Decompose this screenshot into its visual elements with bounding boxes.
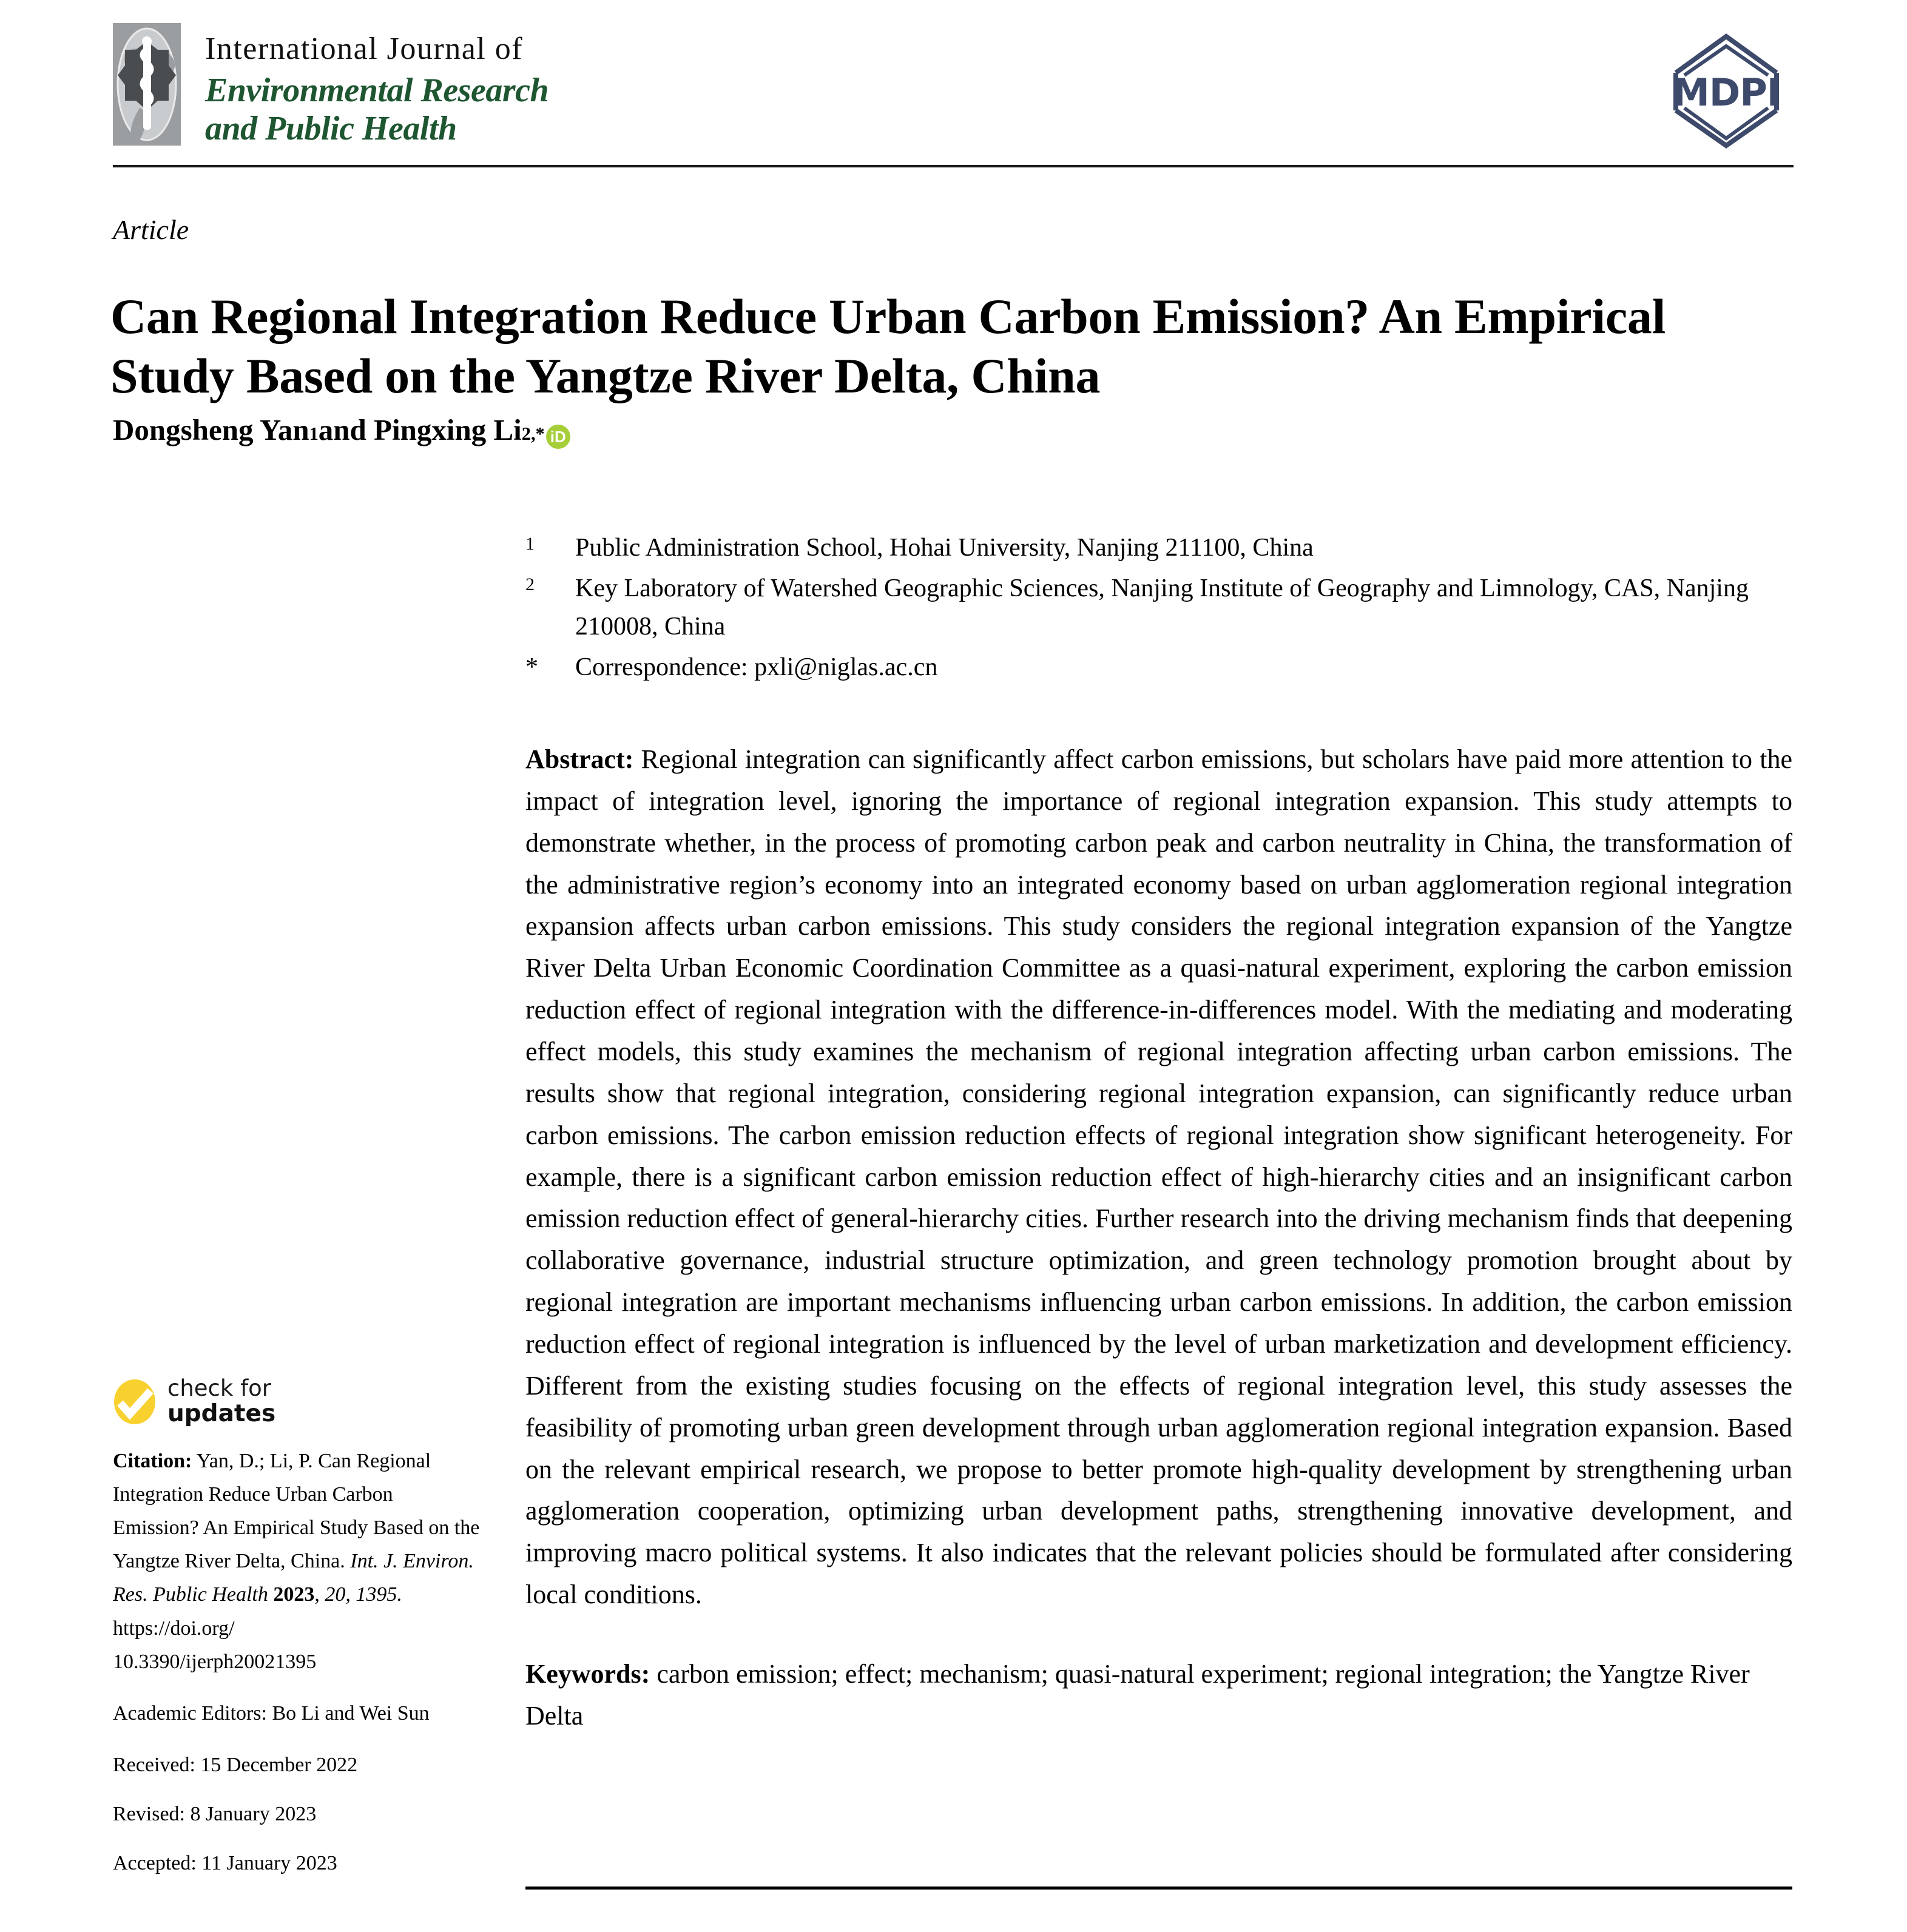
abstract-label: Abstract: xyxy=(525,744,634,774)
affiliation-mark: 1 xyxy=(525,534,535,554)
received-date: Received: 15 December 2022 xyxy=(113,1753,358,1776)
abstract-body: Regional integration can significantly affect carbon emissions, but scholars have paid more attention to the impact of integration level, ignoring the importance of regional integration expansion. This study attempts to demonstrate whether, in the process of promoting carbon peak and carbon neutrality in China, the transformation of the administrative region’s economy into an integrated economy based on urban agglomeration regional integration expansion affects urban carbon emissions. This study considers the regional integration expansion of the Yangtze River Delta Urban Economic Coordination Committee as a quasi-natural experiment, exploring the carbon emission reduction effect of regional integration with the difference-in-differences model. With the mediating and moderating effect models, this study examines the mechanism of regional integration affecting urban carbon emissions. The results show that regional integration, considering regional integration expansion, can significantly reduce urban carbon emissions. The carbon emission reduction effects of regional integration show significant heterogeneity. For example, there is a significant carbon emission reduction effect of high-hierarchy cities and an insignificant carbon emission reduction effect of general-hierarchy cities. Further research into the driving mechanism finds that deepening collaborative governance, industrial structure optimization, and green technology promotion brought about by regional integration are important mechanisms influencing urban carbon emissions. In addition, the carbon emission reduction effect of regional integration is influenced by the level of urban marketization and development efficiency. Different from the existing studies focusing on the effects of regional integration level, this study assesses the feasibility of promoting urban green development through urban agglomeration regional integration expansion. Based on the relevant empirical research, we propose to better promote high-quality development by strengthening urban agglomeration cooperation, optimizing urban development paths, strengthening innovative development, and improving macro political systems. It also indicates that the relevant policies should be formulated after considering local conditions. xyxy=(525,744,1792,1610)
affiliations-list xyxy=(525,529,1792,687)
citation-volume-page: 20, 1395. xyxy=(325,1583,402,1606)
author-list: Dongsheng Yan 1 and Pingxing Li 2,* iD xyxy=(113,412,570,448)
orcid-icon[interactable]: iD xyxy=(546,425,570,449)
dates-block xyxy=(113,1748,483,1880)
academic-editors-text: Academic Editors: Bo Li and Wei Sun xyxy=(113,1701,430,1725)
svg-text:MDPI: MDPI xyxy=(1672,70,1780,115)
journal-title xyxy=(205,23,548,148)
academic-editors-block xyxy=(113,1697,483,1730)
affiliation-mark: * xyxy=(525,653,538,681)
journal-masthead xyxy=(113,23,1794,163)
citation-doi-line-2[interactable]: 10.3390/ijerph20021395 xyxy=(113,1650,317,1673)
revised-date: Revised: 8 January 2023 xyxy=(113,1802,317,1825)
journal-title-line-3: and Public Health xyxy=(205,109,457,147)
check-for-updates-icon xyxy=(113,1379,157,1425)
page-title: Can Regional Integration Reduce Urban Carbon Emission? An Empirical Study Based on the Yangtze River Delta, China xyxy=(110,288,1666,403)
main-column xyxy=(525,529,1792,1764)
citation-journal: Int. J. Environ. Res. Public Health xyxy=(113,1550,474,1606)
affiliation-text: Key Laboratory of Watershed Geographic Sciences, Nanjing Institute of Geography and Limnology, CAS, Nanjing 210008, China xyxy=(575,574,1749,641)
author-name-1: Dongsheng Yan xyxy=(113,413,309,446)
journal-title-line-2: Environmental Research xyxy=(205,72,549,110)
journal-title-line-1: International Journal of xyxy=(205,32,524,66)
keywords-body: carbon emission; effect; mechanism; quasi-natural experiment; regional integration; the Yangtze River Delta xyxy=(525,1659,1750,1731)
citation-text: Yan, D.; Li, P. Can Regional Integration Reduce Urban Carbon Emission? An Empirical Study Based on the Yangtze River Delta, China. xyxy=(113,1450,480,1573)
author-conjunction: and Pingxing Li xyxy=(318,413,522,446)
keywords-paragraph xyxy=(525,1654,1792,1737)
citation-year: 2023 xyxy=(273,1583,315,1606)
citation-block xyxy=(113,1444,483,1678)
check-for-updates-badge[interactable] xyxy=(113,1376,483,1427)
citation-comma: , xyxy=(314,1583,320,1606)
check-for-updates-line-2: updates xyxy=(167,1400,276,1428)
check-for-updates-line-1: check for xyxy=(167,1375,271,1401)
affiliation-mark: 2 xyxy=(525,574,535,594)
affiliation-row xyxy=(525,570,1792,646)
abstract-paragraph xyxy=(525,739,1792,1616)
footer-divider xyxy=(525,1887,1792,1890)
check-for-updates-text xyxy=(167,1376,275,1427)
affiliation-row xyxy=(525,529,1792,567)
article-type-label: Article xyxy=(113,214,189,245)
keywords-label: Keywords: xyxy=(525,1659,650,1689)
journal-brand xyxy=(113,23,548,148)
correspondence-text[interactable]: Correspondence: pxli@niglas.ac.cn xyxy=(575,653,938,681)
journal-logo-icon xyxy=(113,23,181,146)
mdpi-logo-icon xyxy=(1662,30,1790,149)
affiliation-text: Public Administration School, Hohai University, Nanjing 211100, China xyxy=(575,534,1314,562)
accepted-date: Accepted: 11 January 2023 xyxy=(113,1851,337,1874)
citation-label: Citation: xyxy=(113,1450,192,1473)
affiliation-row xyxy=(525,648,1792,687)
header-divider xyxy=(113,165,1794,167)
citation-sidebar xyxy=(113,1376,483,1880)
citation-doi-line-1[interactable]: https://doi.org/ xyxy=(113,1617,235,1640)
